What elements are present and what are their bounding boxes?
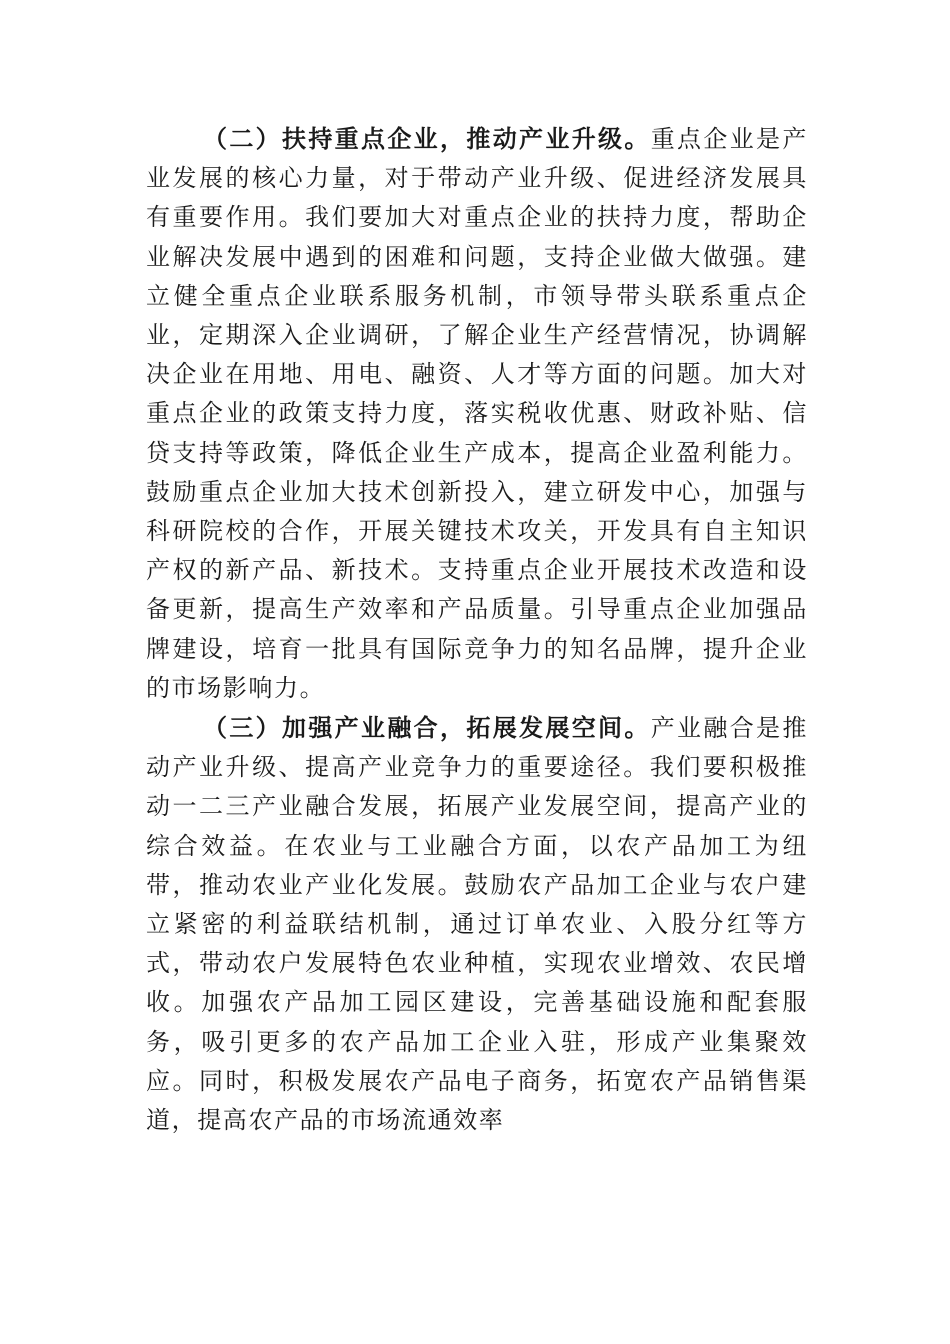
paragraph-3-text: 产业融合是推动产业升级、提高产业竞争力的重要途径。我们要积极推动一二三产业融合发展，拓展产业发展空间，提高产业的综合效益。在农业与工业融合方面，以农产品加工为纽带，推动农业产业化发展。鼓励农产品加工企业与农户建立紧密的利益联结机制，通过订单农业、入股分红等方式，带动农户发展特色农业种植，实现农业增效、农民增收。加强农产品加工园区建设，完善基础设施和配套服务，吸引更多的农产品加工企业入驻，形成产业集聚效应。同时，积极发展农产品电子商务，拓宽农产品销售渠道，提高农产品的市场流通效率 xyxy=(146,714,808,1135)
section-heading-2: （二）扶持重点企业，推动产业升级。 xyxy=(203,124,651,153)
paragraph-2-text: 重点企业是产业发展的核心力量，对于带动产业升级、促进经济发展具有重要作用。我们要加大对重点企业的扶持力度，帮助企业解决发展中遇到的困难和问题，支持企业做大做强。建立健全重点企业联系服务机制，市领导带头联系重点企业，定期深入企业调研，了解企业生产经营情况，协调解决企业在用地、用电、融资、人才等方面的问题。加大对重点企业的政策支持力度，落实税收优惠、财政补贴、信贷支持等政策，降低企业生产成本，提高企业盈利能力。鼓励重点企业加大技术创新投入，建立研发中心，加强与科研院校的合作，开展关键技术攻关，开发具有自主知识产权的新产品、新技术。支持重点企业开展技术改造和设备更新，提高生产效率和产品质量。引导重点企业加强品牌建设，培育一批具有国际竞争力的知名品牌，提升企业的市场影响力。 xyxy=(146,125,808,702)
paragraph-3 xyxy=(146,708,808,1140)
document-body xyxy=(146,119,808,1140)
section-heading-3: （三）加强产业融合，拓展发展空间。 xyxy=(203,713,651,743)
paragraph-2 xyxy=(146,119,808,708)
